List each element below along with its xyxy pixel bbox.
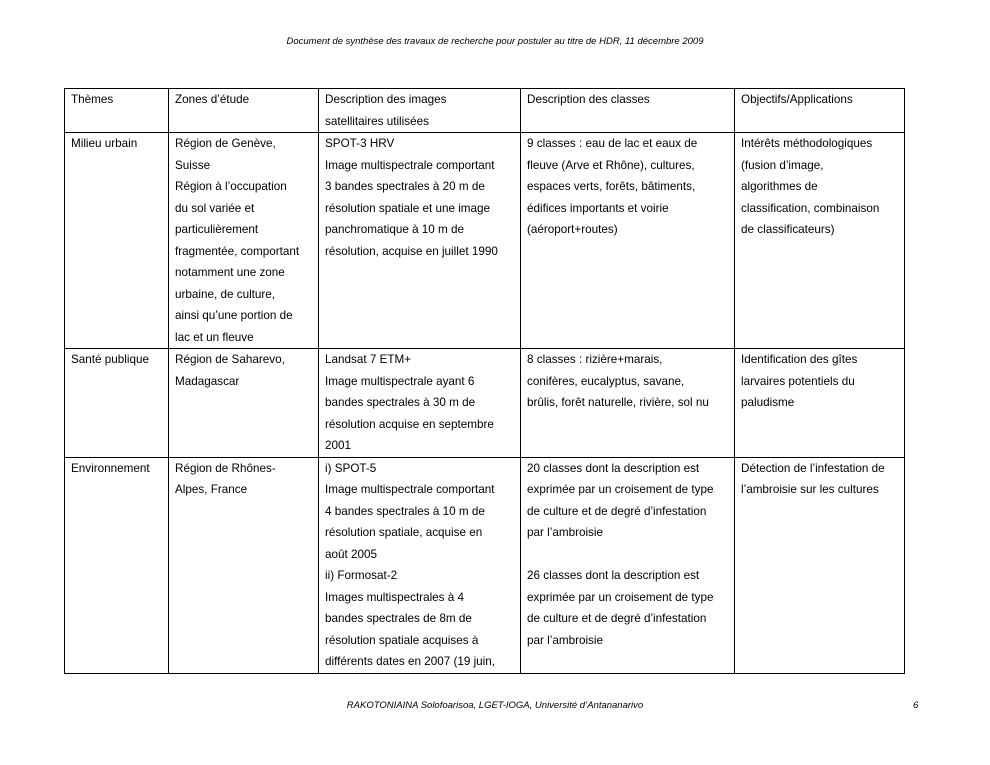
cell-line: ainsi qu’une portion de	[175, 309, 293, 322]
images-cell	[319, 457, 521, 673]
cell-line: de culture et de degré d’infestation	[527, 612, 707, 625]
cell-line: urbaine, de culture,	[175, 287, 276, 301]
page-footer: RAKOTONIAINA Solofoarisoa, LGET-IOGA, Université d’Antananarivo	[346, 700, 644, 711]
header-classes	[521, 89, 735, 133]
cell-line: l’ambroisie sur les cultures	[741, 483, 879, 496]
cell-line: Description des images	[325, 93, 447, 106]
cell-line: août 2005	[325, 547, 377, 561]
cell-line: satellitaires utilisées	[325, 114, 429, 128]
classes-cell	[521, 133, 735, 349]
cell-line: larvaires potentiels du	[741, 374, 855, 388]
images-cell	[319, 349, 521, 458]
cell-line: Objectifs/Applications	[741, 93, 853, 106]
zone-cell	[169, 457, 319, 673]
cell-line: exprimée par un croisement de type	[527, 483, 714, 496]
cell-line: Région à l’occupation	[175, 180, 287, 193]
cell-line: fragmentée, comportant	[175, 244, 300, 258]
cell-line: par l’ambroisie	[527, 526, 603, 539]
cell-line: (fusion d’image,	[741, 158, 824, 172]
cell-line: Suisse	[175, 158, 211, 172]
theme-cell	[65, 457, 169, 673]
cell-line: panchromatique à 10 m de	[325, 223, 465, 236]
header-themes	[65, 89, 169, 133]
cell-line: brûlis, forêt naturelle, rivière, sol nu	[527, 396, 709, 409]
cell-line: exprimée par un croisement de type	[527, 590, 714, 604]
cell-line: de classificateurs)	[741, 223, 835, 236]
cell-line: Région de Rhônes-	[175, 461, 276, 475]
cell-line: résolution spatiale, acquise en	[325, 526, 483, 539]
cell-line: SPOT-3 HRV	[325, 137, 395, 150]
cell-line: édifices importants et voirie	[527, 201, 669, 215]
table-row	[65, 133, 905, 349]
cell-line: résolution acquise en septembre	[325, 417, 494, 431]
table-header-row	[65, 89, 905, 133]
header-zones	[169, 89, 319, 133]
cell-line: conifères, eucalyptus, savane,	[527, 374, 685, 388]
cell-line: Intérêts méthodologiques	[741, 137, 873, 150]
research-summary-table	[64, 88, 905, 674]
cell-line: Images multispectrales à 4	[325, 590, 465, 604]
cell-line: Région de Saharevo,	[175, 353, 285, 366]
page-number: 6	[913, 700, 919, 711]
cell-line: résolution spatiale et une image	[325, 201, 491, 215]
cell-line: du sol variée et	[175, 201, 255, 215]
cell-line: ii) Formosat-2	[325, 569, 398, 582]
cell-line: 2001	[325, 439, 352, 452]
cell-line: 26 classes dont la description est	[527, 569, 700, 582]
theme-cell	[65, 133, 169, 349]
header-objectives	[735, 89, 905, 133]
cell-line: 8 classes : rizière+marais,	[527, 353, 663, 366]
theme-cell	[65, 349, 169, 458]
header-images	[319, 89, 521, 133]
cell-line: Région de Genève,	[175, 137, 276, 150]
cell-line: Madagascar	[175, 374, 240, 388]
cell-line: lac et un fleuve	[175, 330, 254, 344]
cell-line: Milieu urbain	[71, 137, 138, 150]
cell-line: bandes spectrales à 30 m de	[325, 396, 476, 409]
cell-line: Image multispectrale comportant	[325, 483, 495, 496]
cell-line: 9 classes : eau de lac et eaux de	[527, 137, 698, 150]
cell-line: classification, combinaison	[741, 201, 880, 215]
cell-line: résolution spatiale acquises à	[325, 633, 479, 647]
objectives-cell	[735, 133, 905, 349]
cell-line: Identification des gîtes	[741, 353, 858, 366]
cell-line: différents dates en 2007 (19 juin,	[325, 655, 496, 668]
cell-line: Alpes, France	[175, 483, 248, 496]
cell-line: Santé publique	[71, 353, 149, 366]
cell-line: i) SPOT-5	[325, 461, 377, 475]
table-body	[65, 89, 905, 674]
cell-line: Description des classes	[527, 93, 650, 106]
zone-cell	[169, 133, 319, 349]
classes-cell	[521, 349, 735, 458]
cell-line: 3 bandes spectrales à 20 m de	[325, 180, 485, 193]
cell-line: paludisme	[741, 396, 795, 409]
cell-line: espaces verts, forêts, bâtiments,	[527, 180, 696, 193]
cell-line: Détection de l’infestation de	[741, 461, 885, 475]
table-row	[65, 349, 905, 458]
classes-cell	[521, 457, 735, 673]
cell-line: 20 classes dont la description est	[527, 461, 700, 475]
table-row	[65, 457, 905, 673]
blank-line	[527, 544, 729, 566]
objectives-cell	[735, 349, 905, 458]
cell-line: particulièrement	[175, 223, 259, 236]
cell-line: Thèmes	[71, 93, 114, 106]
cell-line: fleuve (Arve et Rhône), cultures,	[527, 158, 695, 172]
cell-line: de culture et de degré d’infestation	[527, 504, 707, 518]
cell-line: Image multispectrale ayant 6	[325, 374, 475, 388]
cell-line: algorithmes de	[741, 180, 818, 193]
cell-line: Environnement	[71, 461, 150, 475]
cell-line: par l’ambroisie	[527, 633, 603, 647]
cell-line: Landsat 7 ETM+	[325, 353, 412, 366]
objectives-cell	[735, 457, 905, 673]
cell-line: bandes spectrales de 8m de	[325, 612, 472, 625]
page-header: Document de synthèse des travaux de recherche pour postuler au titre de HDR, 11 décembre 2009	[286, 36, 704, 47]
cell-line: résolution, acquise en juillet 1990	[325, 244, 498, 258]
images-cell	[319, 133, 521, 349]
zone-cell	[169, 349, 319, 458]
cell-line: notamment une zone	[175, 266, 285, 279]
cell-line: Image multispectrale comportant	[325, 158, 495, 172]
cell-line: (aéroport+routes)	[527, 223, 618, 236]
cell-line: 4 bandes spectrales à 10 m de	[325, 504, 485, 518]
cell-line: Zones d’étude	[175, 93, 250, 106]
